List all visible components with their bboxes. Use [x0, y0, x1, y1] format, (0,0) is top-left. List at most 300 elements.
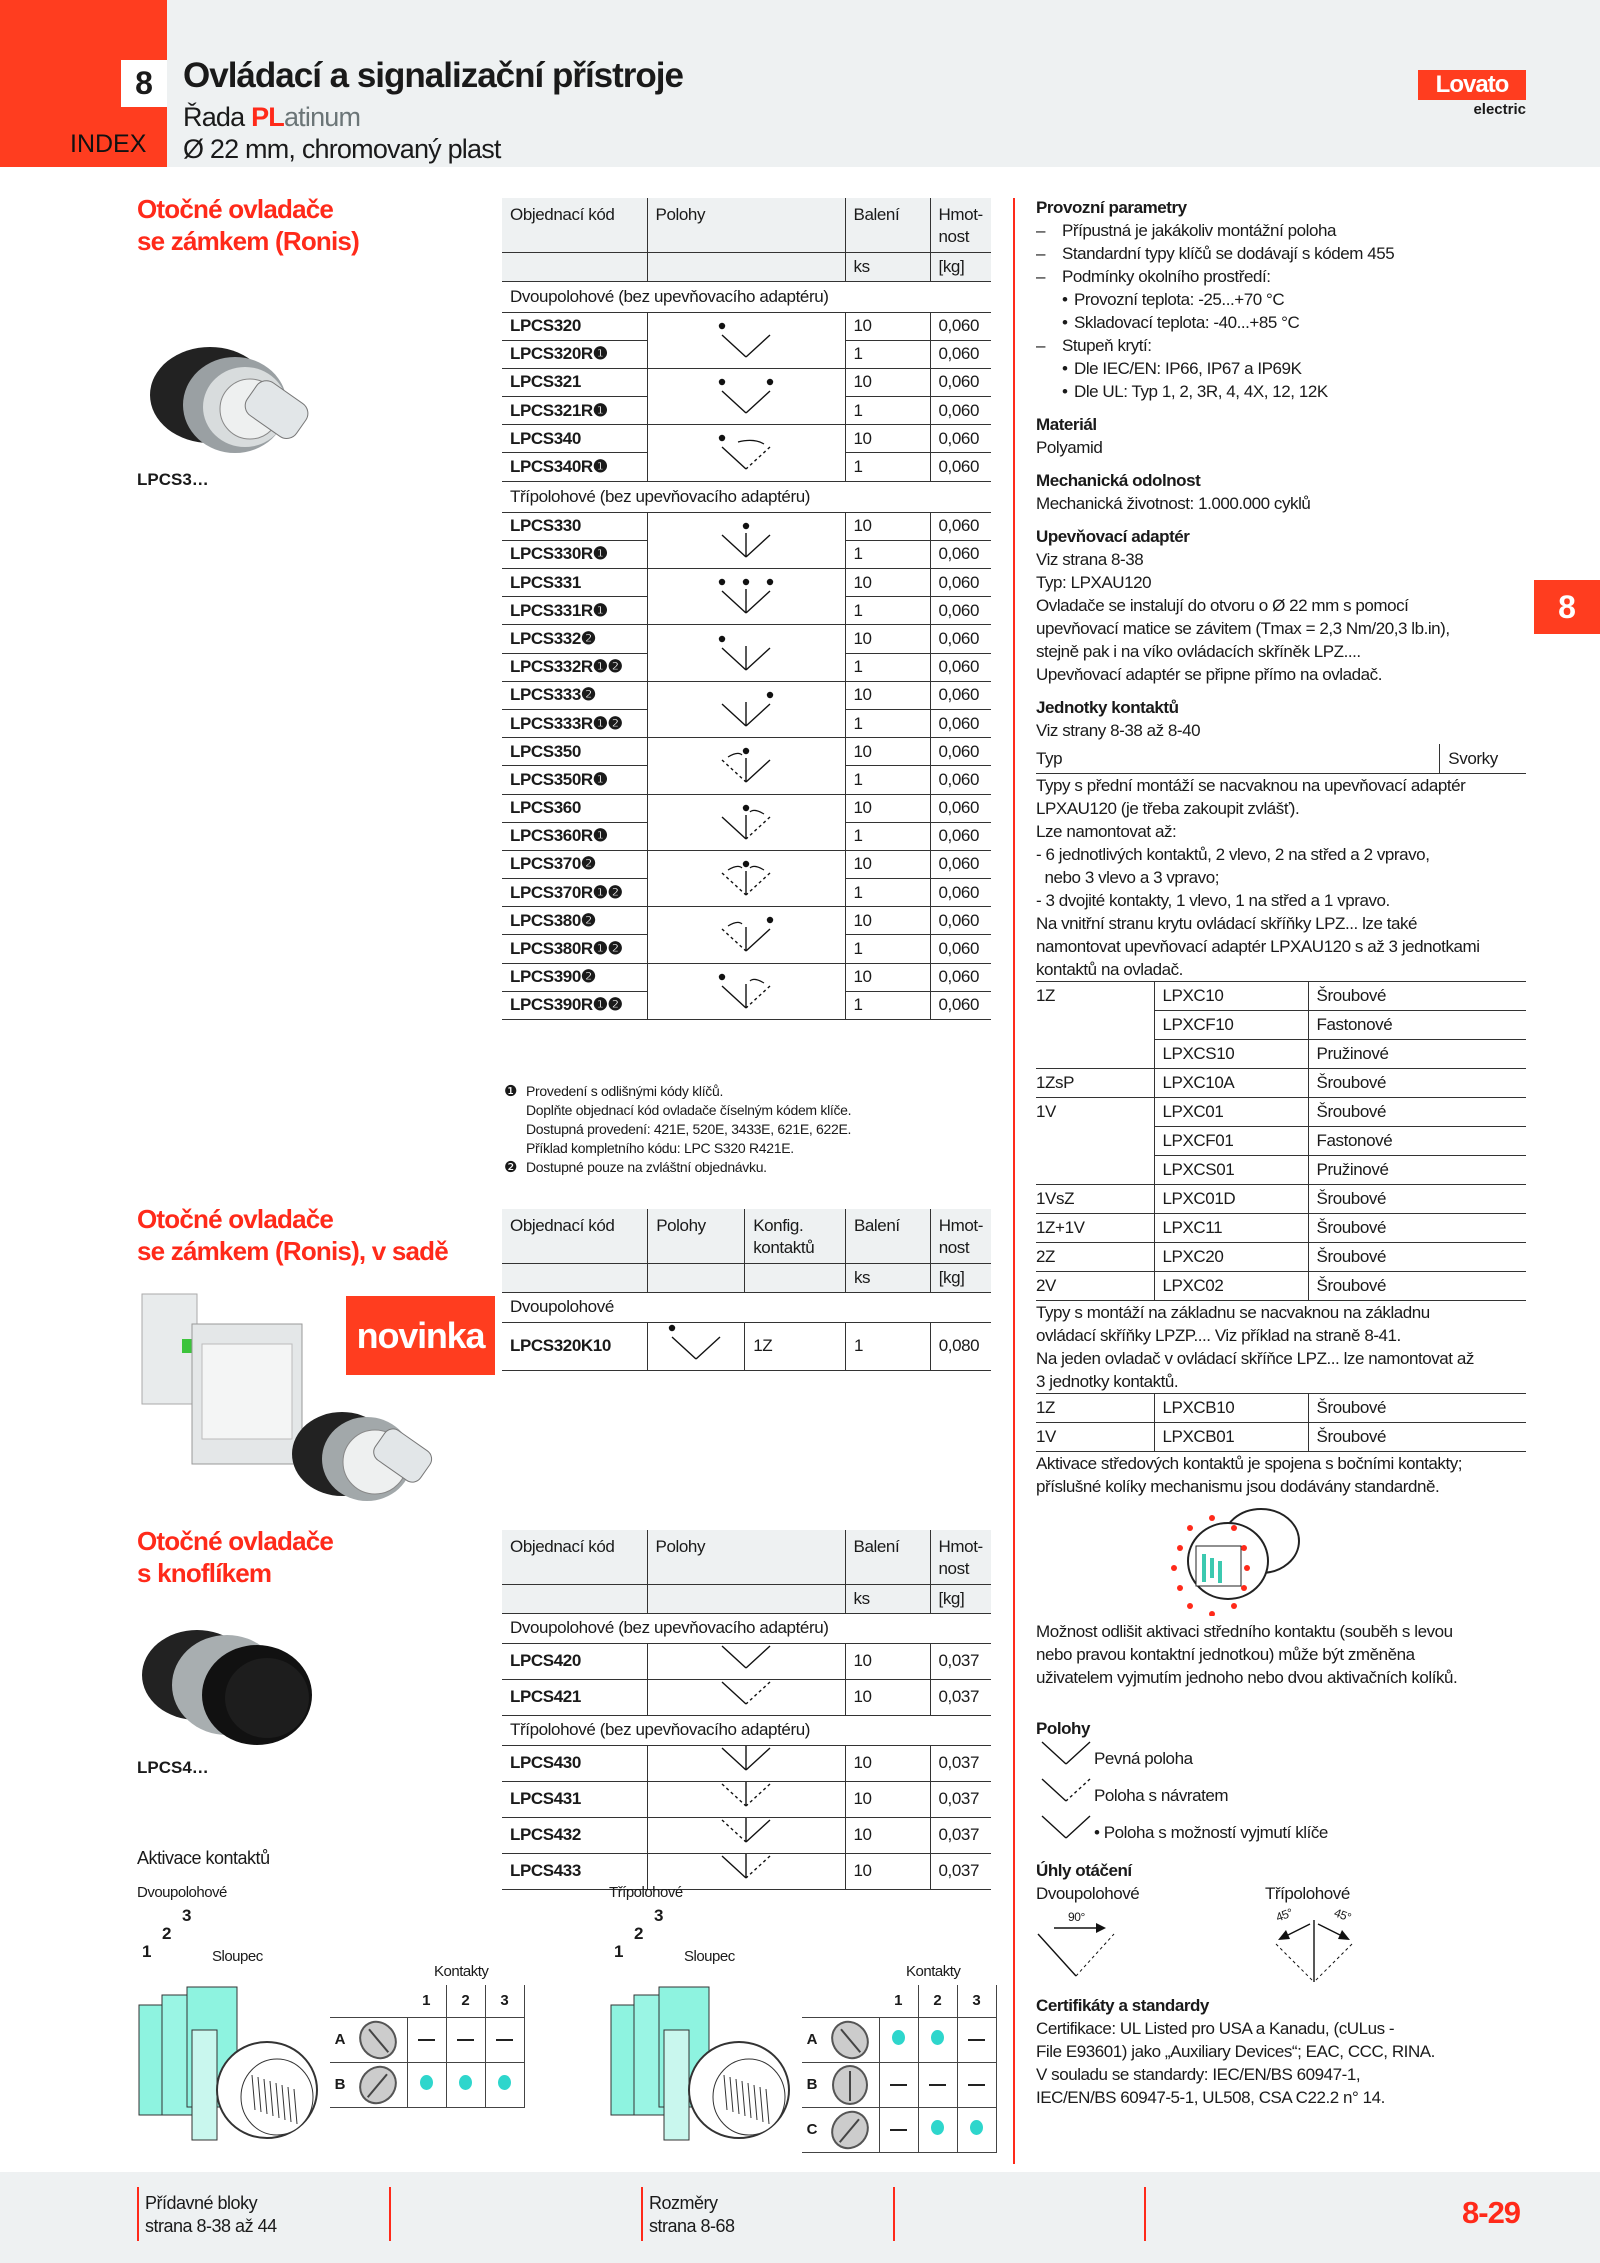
- three-position-key-removable-icon: [647, 625, 845, 681]
- spec-heading: Jednotky kontaktů: [1036, 698, 1179, 717]
- two-position-label: Dvoupolohové: [1036, 1883, 1140, 1903]
- pack-qty: 1: [845, 1322, 930, 1370]
- knob-position-icon: [350, 2017, 407, 2062]
- group-row: [502, 1715, 991, 1745]
- contact-header-row: [802, 1985, 996, 2017]
- weight: 0,060: [930, 709, 991, 737]
- contact-open-dash-icon: [890, 2129, 907, 2131]
- terminal-type: Šroubové: [1308, 1068, 1526, 1097]
- contact-closed: [957, 2107, 996, 2152]
- order-code[interactable]: LPCS432: [502, 1817, 647, 1853]
- pack-qty: 1: [845, 397, 930, 425]
- spec-text: Dle UL: Typ 1, 2, 3R, 4, 4X, 12, 12K: [1074, 382, 1328, 401]
- group-label: Třípolohové (bez upevňovacího adaptéru): [502, 481, 991, 512]
- three-position-return-key-removable-icon: [647, 907, 845, 963]
- legend-text: Poloha s návratem: [1094, 1785, 1229, 1805]
- spec-heading: Úhly otáčení: [1036, 1860, 1132, 1880]
- contacts-note-line: příslušné kolíky mechanismu jsou dodávány standardně.: [1036, 1476, 1440, 1496]
- contact-open-dash-icon: [929, 2084, 946, 2086]
- footer-divider: [893, 2187, 895, 2241]
- spec-text: Provozní teplota: -25...+70 °C: [1074, 290, 1285, 309]
- group-row: [502, 481, 991, 512]
- unit-hmot: [kg]: [930, 1584, 991, 1613]
- contact-open-dash-icon: [968, 2084, 985, 2086]
- contact-type: 2Z: [1036, 1242, 1154, 1271]
- table-row: [502, 512, 991, 540]
- spec-text: upevňovací matice se závitem (Tmax = 2,3 Nm/20,3 lb.in),: [1036, 619, 1450, 638]
- three-position-return-icon: [647, 1781, 845, 1817]
- spec-heading: Polohy: [1036, 1718, 1090, 1738]
- weight: 0,060: [930, 397, 991, 425]
- three-position-icon: [647, 1745, 845, 1781]
- order-code[interactable]: LPCS321: [502, 368, 647, 396]
- spec-line: [1036, 719, 1526, 742]
- footer-link-add-on-blocks[interactable]: [145, 2192, 277, 2238]
- order-code[interactable]: LPCS350: [502, 738, 647, 766]
- group-row: [502, 1292, 991, 1322]
- two-position-icon: [647, 1643, 845, 1679]
- column-number: 2: [634, 1924, 644, 1943]
- spec-text: Polyamid: [1036, 438, 1103, 457]
- terminal-type: Šroubové: [1308, 1213, 1526, 1242]
- spec-heading: Upevňovací adaptér: [1036, 527, 1190, 546]
- order-code[interactable]: LPCS421: [502, 1679, 647, 1715]
- terminal-type: Šroubové: [1308, 1422, 1526, 1451]
- list-mark: •: [1062, 290, 1068, 309]
- weight: 0,060: [930, 879, 991, 907]
- series-logo-rest: atinum: [283, 102, 361, 132]
- contact-code[interactable]: LPXCF01: [1154, 1126, 1308, 1155]
- footer-divider: [1144, 2187, 1146, 2241]
- link-page[interactable]: strana 8-38 až 44: [145, 2216, 277, 2236]
- column-number: 3: [182, 1906, 192, 1925]
- unit-hmot: [kg]: [930, 252, 991, 281]
- contact-type: 1V: [1036, 1422, 1154, 1451]
- order-code[interactable]: LPCS332R❶❷: [502, 653, 647, 681]
- activation-pins-illustration: [1036, 1498, 1526, 1620]
- unit-polohy: [647, 252, 845, 281]
- footer-divider: [389, 2187, 391, 2241]
- contact-type: [1036, 1155, 1154, 1184]
- heading-line: Otočné ovladače: [137, 194, 334, 224]
- position-row: [802, 2017, 996, 2062]
- knob-icon: [824, 2103, 877, 2157]
- weight: 0,060: [930, 368, 991, 396]
- order-code[interactable]: LPCS331R❶: [502, 597, 647, 625]
- weight: 0,060: [930, 512, 991, 540]
- contact-activation-table: [330, 1985, 525, 2108]
- contact-code[interactable]: LPXC11: [1154, 1213, 1308, 1242]
- three-position-label: Třípolohové: [1265, 1883, 1350, 1903]
- order-code[interactable]: LPCS360: [502, 794, 647, 822]
- three-position-return-icon: [647, 1817, 845, 1853]
- order-code[interactable]: LPCS340: [502, 425, 647, 453]
- pack-qty: 10: [845, 738, 930, 766]
- list-mark: •: [1062, 359, 1068, 378]
- table-row: [1036, 1039, 1526, 1068]
- activation-diagram-label: Dvoupolohové: [137, 1884, 227, 1901]
- column-header-baleni: Balení: [845, 1209, 930, 1263]
- spec-text: Viz strana 8-38: [1036, 550, 1144, 569]
- weight: 0,060: [930, 766, 991, 794]
- weight: 0,060: [930, 569, 991, 597]
- spec-text: Podmínky okolního prostředí:: [1062, 267, 1271, 286]
- contact-code[interactable]: LPXC01D: [1154, 1184, 1308, 1213]
- order-code[interactable]: LPCS330: [502, 512, 647, 540]
- table-row: [1036, 1213, 1526, 1242]
- table-row: [1036, 981, 1526, 1010]
- contact-code[interactable]: LPXC10: [1154, 981, 1308, 1010]
- cert-line: Certifikace: UL Listed pro USA a Kanadu, (cULus -: [1036, 2018, 1395, 2038]
- contact-header-row: [330, 1985, 524, 2017]
- contact-block-illustration: [609, 1975, 799, 2150]
- position-legend-item: [1036, 1777, 1526, 1814]
- section-heading-key-selector-kit: [137, 1203, 448, 1267]
- footnote: [504, 1158, 851, 1177]
- terminal-type: Pružinové: [1308, 1039, 1526, 1068]
- table-row: [1036, 1271, 1526, 1300]
- order-code[interactable]: LPCS390R❶❷: [502, 991, 647, 1019]
- position-legend-item: [1036, 1740, 1526, 1777]
- weight: 0,060: [930, 738, 991, 766]
- unit-code: [502, 252, 647, 281]
- position-label: A: [330, 2017, 350, 2062]
- blank: [822, 1985, 879, 2017]
- logo-text: Lovato: [1418, 70, 1526, 100]
- terminal-type: Šroubové: [1308, 1242, 1526, 1271]
- heading-line: Otočné ovladače: [137, 1526, 334, 1556]
- legend-text: Pevná poloha: [1094, 1748, 1193, 1768]
- order-code[interactable]: LPCS320K10: [502, 1322, 648, 1370]
- table-row: [1036, 1393, 1526, 1422]
- weight: 0,060: [930, 991, 991, 1019]
- table-row: [1036, 1097, 1526, 1126]
- table-row: [502, 368, 991, 396]
- position-label: A: [802, 2017, 822, 2062]
- column-header-type: Typ: [1036, 744, 1440, 773]
- contact-open: [918, 2062, 957, 2107]
- weight: 0,060: [930, 625, 991, 653]
- contact-open: [485, 2017, 524, 2062]
- contact-closed-dot-icon: [420, 2075, 433, 2090]
- terminal-type: Šroubové: [1308, 1097, 1526, 1126]
- terminal-type: Pružinové: [1308, 1155, 1526, 1184]
- activation-diagram-label: Třípolohové: [609, 1884, 683, 1901]
- table-row: [1036, 1422, 1526, 1451]
- spec-line: [1036, 594, 1526, 617]
- spec-line: [1036, 380, 1526, 403]
- pack-qty: 1: [845, 766, 930, 794]
- contact-type: [1036, 1010, 1154, 1039]
- list-mark: –: [1036, 336, 1046, 355]
- spec-line: [1036, 288, 1526, 311]
- column-header-baleni: Balení: [845, 1530, 930, 1584]
- three-position-return-key-removable-icon: [647, 963, 845, 1019]
- footer-link-dimensions[interactable]: [649, 2192, 735, 2238]
- order-code[interactable]: LPCS433: [502, 1853, 647, 1889]
- weight: 0,060: [930, 653, 991, 681]
- chapter-side-tab[interactable]: 8: [1534, 580, 1600, 634]
- table-row: [1036, 1010, 1526, 1039]
- weight: 0,037: [930, 1781, 991, 1817]
- weight: 0,060: [930, 453, 991, 481]
- column-header-hmot: Hmot-nost: [930, 198, 991, 252]
- pack-qty: 10: [845, 625, 930, 653]
- footnotes: [504, 1082, 851, 1177]
- unit-polohy: [647, 1584, 845, 1613]
- pack-qty: 1: [845, 935, 930, 963]
- table-row: [502, 681, 991, 709]
- contact-column-number: 2: [446, 1985, 485, 2017]
- footer-divider: [137, 2187, 139, 2241]
- page-number: 8-29: [1462, 2195, 1521, 2230]
- contact-open-dash-icon: [968, 2039, 985, 2041]
- table-row: [502, 1643, 991, 1679]
- order-code[interactable]: LPCS333❷: [502, 681, 647, 709]
- spec-line: [1036, 436, 1526, 459]
- spec-text: Standardní typy klíčů se dodávají s kódem 455: [1062, 244, 1395, 263]
- contact-code[interactable]: LPXCF10: [1154, 1010, 1308, 1039]
- product-caption: LPCS3…: [137, 470, 209, 489]
- contact-block-illustration: [137, 1975, 327, 2150]
- pack-qty: 1: [845, 453, 930, 481]
- group-label: Dvoupolohové: [502, 1292, 991, 1322]
- table-header-row: [502, 198, 991, 252]
- heading-line: Otočné ovladače: [137, 1204, 334, 1234]
- list-mark: –: [1036, 267, 1046, 286]
- pack-qty: 10: [845, 1643, 930, 1679]
- contact-open-dash-icon: [890, 2084, 907, 2086]
- contacts-note-line: - 6 jednotlivých kontaktů, 2 vlevo, 2 na střed a 2 vpravo,: [1036, 844, 1430, 864]
- contacts-note-line: uživatelem vyjmutím jednoho nebo dvou aktivačních kolíků.: [1036, 1667, 1458, 1687]
- footnote-text: [526, 1158, 767, 1177]
- order-code[interactable]: LPCS320R❶: [502, 340, 647, 368]
- spec-line: [1036, 242, 1526, 265]
- knob-selector-product-image: [137, 1620, 347, 1750]
- footnote-line: Doplňte objednací kód ovladače číselným kódem klíče.: [526, 1102, 852, 1118]
- table-row: [502, 850, 991, 878]
- table-units-row: [502, 1263, 991, 1292]
- order-code[interactable]: LPCS370R❶❷: [502, 879, 647, 907]
- contact-open: [879, 2107, 918, 2152]
- contacts-note-line: Aktivace středových kontaktů je spojena s bočními kontakty;: [1036, 1453, 1463, 1473]
- weight: 0,060: [930, 794, 991, 822]
- terminal-type: Šroubové: [1308, 1271, 1526, 1300]
- contact-type: 1ZsP: [1036, 1068, 1154, 1097]
- weight: 0,060: [930, 340, 991, 368]
- spec-line: [1036, 640, 1526, 663]
- list-mark: •: [1062, 313, 1068, 332]
- group-row: [502, 1613, 991, 1643]
- contact-closed-dot-icon: [931, 2030, 944, 2045]
- spec-text: Mechanická životnost: 1.000.000 cyklů: [1036, 494, 1311, 513]
- spec-heading: Certifikáty a standardy: [1036, 1995, 1209, 2015]
- contact-closed: [918, 2017, 957, 2062]
- technical-specs-column: [1036, 196, 1526, 2109]
- spec-line: [1036, 357, 1526, 380]
- column-number: 1: [614, 1942, 624, 1961]
- contact-closed: [446, 2062, 485, 2107]
- column-header-terminals: Svorky: [1440, 744, 1526, 773]
- link-title[interactable]: Rozměry: [649, 2193, 718, 2213]
- order-code[interactable]: LPCS331: [502, 569, 647, 597]
- angle-45-left-label: 45°: [1273, 1905, 1295, 1924]
- pack-qty: 10: [845, 569, 930, 597]
- page-title: Ovládací a signalizační přístroje: [183, 56, 683, 95]
- order-code[interactable]: LPCS380R❶❷: [502, 935, 647, 963]
- column-number: 1: [142, 1942, 152, 1961]
- contact-activation-table: [802, 1985, 997, 2153]
- weight: 0,060: [930, 935, 991, 963]
- contacts-note-line: namontovat upevňovací adaptér LPXAU120 s až 3 jednotkami: [1036, 936, 1480, 956]
- contacts-note-line: kontaktů na ovladač.: [1036, 959, 1183, 979]
- order-code[interactable]: LPCS332❷: [502, 625, 647, 653]
- spec-heading: Materiál: [1036, 415, 1097, 434]
- footnote-text: [526, 1082, 851, 1158]
- cert-line: File E93601) jako „Auxiliary Devices“; EAC, CCC, RINA.: [1036, 2041, 1435, 2061]
- contacts-label: Kontakty: [906, 1963, 961, 1980]
- order-code[interactable]: LPCS320: [502, 312, 647, 340]
- order-code[interactable]: LPCS380❷: [502, 907, 647, 935]
- index-link[interactable]: INDEX: [70, 130, 147, 158]
- weight: 0,060: [930, 425, 991, 453]
- knob-position-icon: [350, 2062, 407, 2107]
- pack-qty: 10: [845, 1781, 930, 1817]
- contact-code[interactable]: LPXCS01: [1154, 1155, 1308, 1184]
- contact-units-table: [1036, 981, 1526, 1301]
- contact-column-number: 1: [407, 1985, 446, 2017]
- key-selector-product-image: [140, 335, 330, 470]
- contact-code[interactable]: LPXCB01: [1154, 1422, 1308, 1451]
- table-row: [1036, 1068, 1526, 1097]
- spec-text: Typ: LPXAU120: [1036, 573, 1152, 592]
- logo-sub: electric: [1473, 101, 1526, 118]
- knob-position-icon: [822, 2017, 879, 2062]
- contact-code[interactable]: LPXC20: [1154, 1242, 1308, 1271]
- two-position-key-removable-icon: [648, 1322, 745, 1370]
- contact-code[interactable]: LPXC10A: [1154, 1068, 1308, 1097]
- spec-text: Skladovací teplota: -40...+85 °C: [1074, 313, 1300, 332]
- pack-qty: 1: [845, 540, 930, 568]
- key-selector-kit-order-table: [502, 1209, 991, 1371]
- contact-type: 1VsZ: [1036, 1184, 1154, 1213]
- rotation-angles: [1036, 1882, 1526, 1992]
- table-row: [502, 907, 991, 935]
- spec-text: Stupeň krytí:: [1062, 336, 1152, 355]
- spec-line: [1036, 663, 1526, 686]
- order-code[interactable]: LPCS420: [502, 1643, 647, 1679]
- section-heading-knob-selector: [137, 1525, 333, 1589]
- contact-code[interactable]: LPXC01: [1154, 1097, 1308, 1126]
- contact-code[interactable]: LPXC02: [1154, 1271, 1308, 1300]
- spec-line: [1036, 617, 1526, 640]
- link-page[interactable]: strana 8-68: [649, 2216, 735, 2236]
- weight: 0,060: [930, 963, 991, 991]
- pack-qty: 1: [845, 709, 930, 737]
- group-label: Třípolohové (bez upevňovacího adaptéru): [502, 1715, 991, 1745]
- table-row: [502, 1853, 991, 1889]
- table-row: [1036, 1155, 1526, 1184]
- weight: 0,060: [930, 312, 991, 340]
- three-position-key-removable-icon: [647, 569, 845, 625]
- series-line: [183, 102, 360, 133]
- column-header-hmot: Hmot-nost: [930, 1530, 991, 1584]
- contacts-note-line: Typy s montáží na základnu se nacvaknou na základnu: [1036, 1302, 1430, 1322]
- order-code[interactable]: LPCS370❷: [502, 850, 647, 878]
- contact-config: 1Z: [745, 1322, 846, 1370]
- knob-icon: [352, 2058, 405, 2112]
- two-position-icon: [1036, 1740, 1094, 1776]
- order-code[interactable]: LPCS360R❶: [502, 822, 647, 850]
- link-title[interactable]: Přídavné bloky: [145, 2193, 258, 2213]
- weight: 0,060: [930, 822, 991, 850]
- column-header-baleni: Balení: [845, 198, 930, 252]
- order-code[interactable]: LPCS390❷: [502, 963, 647, 991]
- contact-open-dash-icon: [496, 2039, 513, 2041]
- contact-open: [957, 2062, 996, 2107]
- column-label: Sloupec: [212, 1948, 263, 1965]
- contact-type: 1Z: [1036, 1393, 1154, 1422]
- column-header-hmot: Hmot-nost: [930, 1209, 991, 1263]
- order-code[interactable]: LPCS430: [502, 1745, 647, 1781]
- order-code[interactable]: LPCS333R❶❷: [502, 709, 647, 737]
- weight: 0,060: [930, 540, 991, 568]
- column-header-code: Objednací kód: [502, 198, 647, 252]
- unit-code: [502, 1584, 647, 1613]
- contact-type: 1Z+1V: [1036, 1213, 1154, 1242]
- spec-text: Upevňovací adaptér se připne přímo na ovladač.: [1036, 665, 1382, 684]
- contact-closed-dot-icon: [498, 2075, 511, 2090]
- spec-line: [1036, 265, 1526, 288]
- terminal-type: Fastonové: [1308, 1010, 1526, 1039]
- unit-baleni: ks: [845, 1584, 930, 1613]
- table-row: [502, 1817, 991, 1853]
- pack-qty: 10: [845, 963, 930, 991]
- contact-closed-dot-icon: [970, 2120, 983, 2135]
- spec-line: [1036, 571, 1526, 594]
- unit-baleni: ks: [845, 1263, 930, 1292]
- cert-line: IEC/EN/BS 60947-5-1, UL508, CSA C22.2 n° 14.: [1036, 2087, 1385, 2107]
- order-code[interactable]: LPCS350R❶: [502, 766, 647, 794]
- order-code[interactable]: LPCS330R❶: [502, 540, 647, 568]
- three-position-return-key-removable-icon: [647, 794, 845, 850]
- footnote-line: Dostupné pouze na zvláštní objednávku.: [526, 1159, 767, 1175]
- contact-column-number: 1: [879, 1985, 918, 2017]
- table-header-row: [502, 1209, 991, 1263]
- position-row: [330, 2017, 524, 2062]
- contact-open-dash-icon: [418, 2039, 435, 2041]
- series-logo-pl: PL: [251, 102, 284, 132]
- contact-code[interactable]: LPXCS10: [1154, 1039, 1308, 1068]
- contact-type: 1V: [1036, 1102, 1056, 1122]
- order-code[interactable]: LPCS431: [502, 1781, 647, 1817]
- pack-qty: 1: [845, 597, 930, 625]
- column-label: Sloupec: [684, 1948, 735, 1965]
- knob-icon: [832, 2065, 868, 2105]
- table-units-row: [502, 252, 991, 281]
- spec-line: [1036, 492, 1526, 515]
- unit-polohy: [648, 1263, 745, 1292]
- footnote-line: Dostupná provedení: 421E, 520E, 3433E, 621E, 622E.: [526, 1121, 852, 1137]
- contact-column-number: 3: [485, 1985, 524, 2017]
- position-row: [802, 2107, 996, 2152]
- blank: [350, 1985, 407, 2017]
- order-code[interactable]: LPCS340R❶: [502, 453, 647, 481]
- order-code[interactable]: LPCS321R❶: [502, 397, 647, 425]
- contact-open-dash-icon: [457, 2039, 474, 2041]
- contacts-note-line: Lze namontovat až:: [1036, 821, 1177, 841]
- contact-code[interactable]: LPXCB10: [1154, 1393, 1308, 1422]
